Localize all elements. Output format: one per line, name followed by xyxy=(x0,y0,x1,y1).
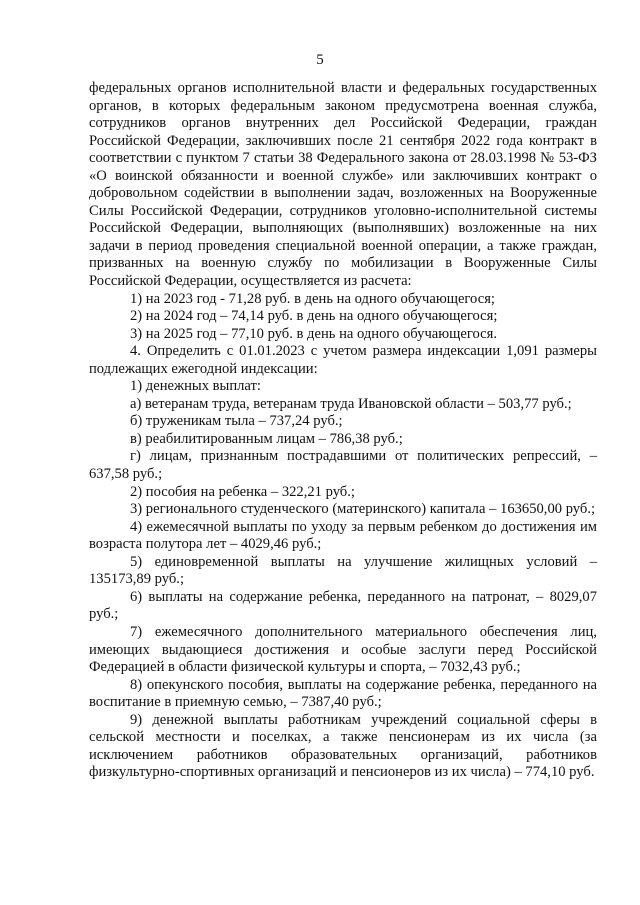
list-item-2024: 2) на 2024 год – 74,14 руб. в день на одного обучающегося; xyxy=(130,308,498,325)
list-item-6: 6) выплаты на содержание ребенка, переданного на патронат, – 8029,07 руб.; xyxy=(89,588,597,623)
list-item-5: 5) единовременной выплаты на улучшение жилищных условий – 135173,89 руб.; xyxy=(89,553,597,588)
document-body xyxy=(89,80,597,782)
list-item-a: а) ветеранам труда, ветеранам труда Ивановской области – 503,77 руб.; xyxy=(130,395,572,412)
page-number: 5 xyxy=(316,52,324,68)
list-item-8: 8) опекунского пособия, выплаты на содержание ребенка, переданного на воспитание в приемную семью, – 7387,40 руб.; xyxy=(89,676,597,711)
list-item-monetary-payments: 1) денежных выплат: xyxy=(130,378,261,395)
paragraph-continuation: федеральных органов исполнительной власти и федеральных государственных органов, в которых федеральным законом предусмотрена военная служба, сотрудников органов внутренних дел Российской Федерации, граждан Российской Федерации, заключивших после 21 сентября 2022 года контракт в соответствии с пунктом 7 статьи 38 Федерального закона от 28.03.1998 № 53-ФЗ «О воинской обязанности и военной службе» или заключивших контракт о добровольном содействии в выполнении задач, возложенных на Вооруженные Силы Российской Федерации, сотрудников уголовно-исполнительной системы Российской Федерации, выполняющих (выполнявших) возложенные на них задачи в период проведения специальной военной операции, а также граждан, призванных на военную службу по мобилизации в Вооруженные Силы Российской Федерации, осуществляется из расчета: xyxy=(89,80,597,290)
list-item-b: б) труженикам тыла – 737,24 руб.; xyxy=(130,413,343,430)
list-item-2: 2) пособия на ребенка – 322,21 руб.; xyxy=(130,483,355,500)
list-item-v: в) реабилитированным лицам – 786,38 руб.; xyxy=(130,430,403,447)
list-item-2023: 1) на 2023 год - 71,28 руб. в день на одного обучающегося; xyxy=(130,290,495,307)
list-item-g: г) лицам, признанным пострадавшими от политических репрессий, – 637,58 руб.; xyxy=(89,448,597,483)
list-item-7: 7) ежемесячного дополнительного материального обеспечения лиц, имеющих выдающиеся достижения и особые заслуги перед Российской Федерацией в области физической культуры и спорта, – 7032,43 руб.; xyxy=(89,623,597,676)
clause-4: 4. Определить с 01.01.2023 с учетом размера индексации 1,091 размеры подлежащих ежегодной индексации: xyxy=(89,343,597,377)
list-item-2025: 3) на 2025 год – 77,10 руб. в день на одного обучающегося. xyxy=(130,325,497,342)
list-item-3: 3) регионального студенческого (материнского) капитала – 163650,00 руб.; xyxy=(130,501,596,518)
list-item-4: 4) ежемесячной выплаты по уходу за первым ребенком до достижения им возраста полутора лет – 4029,46 руб.; xyxy=(89,518,597,553)
list-item-9: 9) денежной выплаты работникам учреждений социальной сферы в сельской местности и поселках, а также пенсионерам из их числа (за исключением работников образовательных организаций, работников физкультурно-спортивных организаций и пенсионеров из их числа) – 774,10 руб. xyxy=(89,711,597,781)
